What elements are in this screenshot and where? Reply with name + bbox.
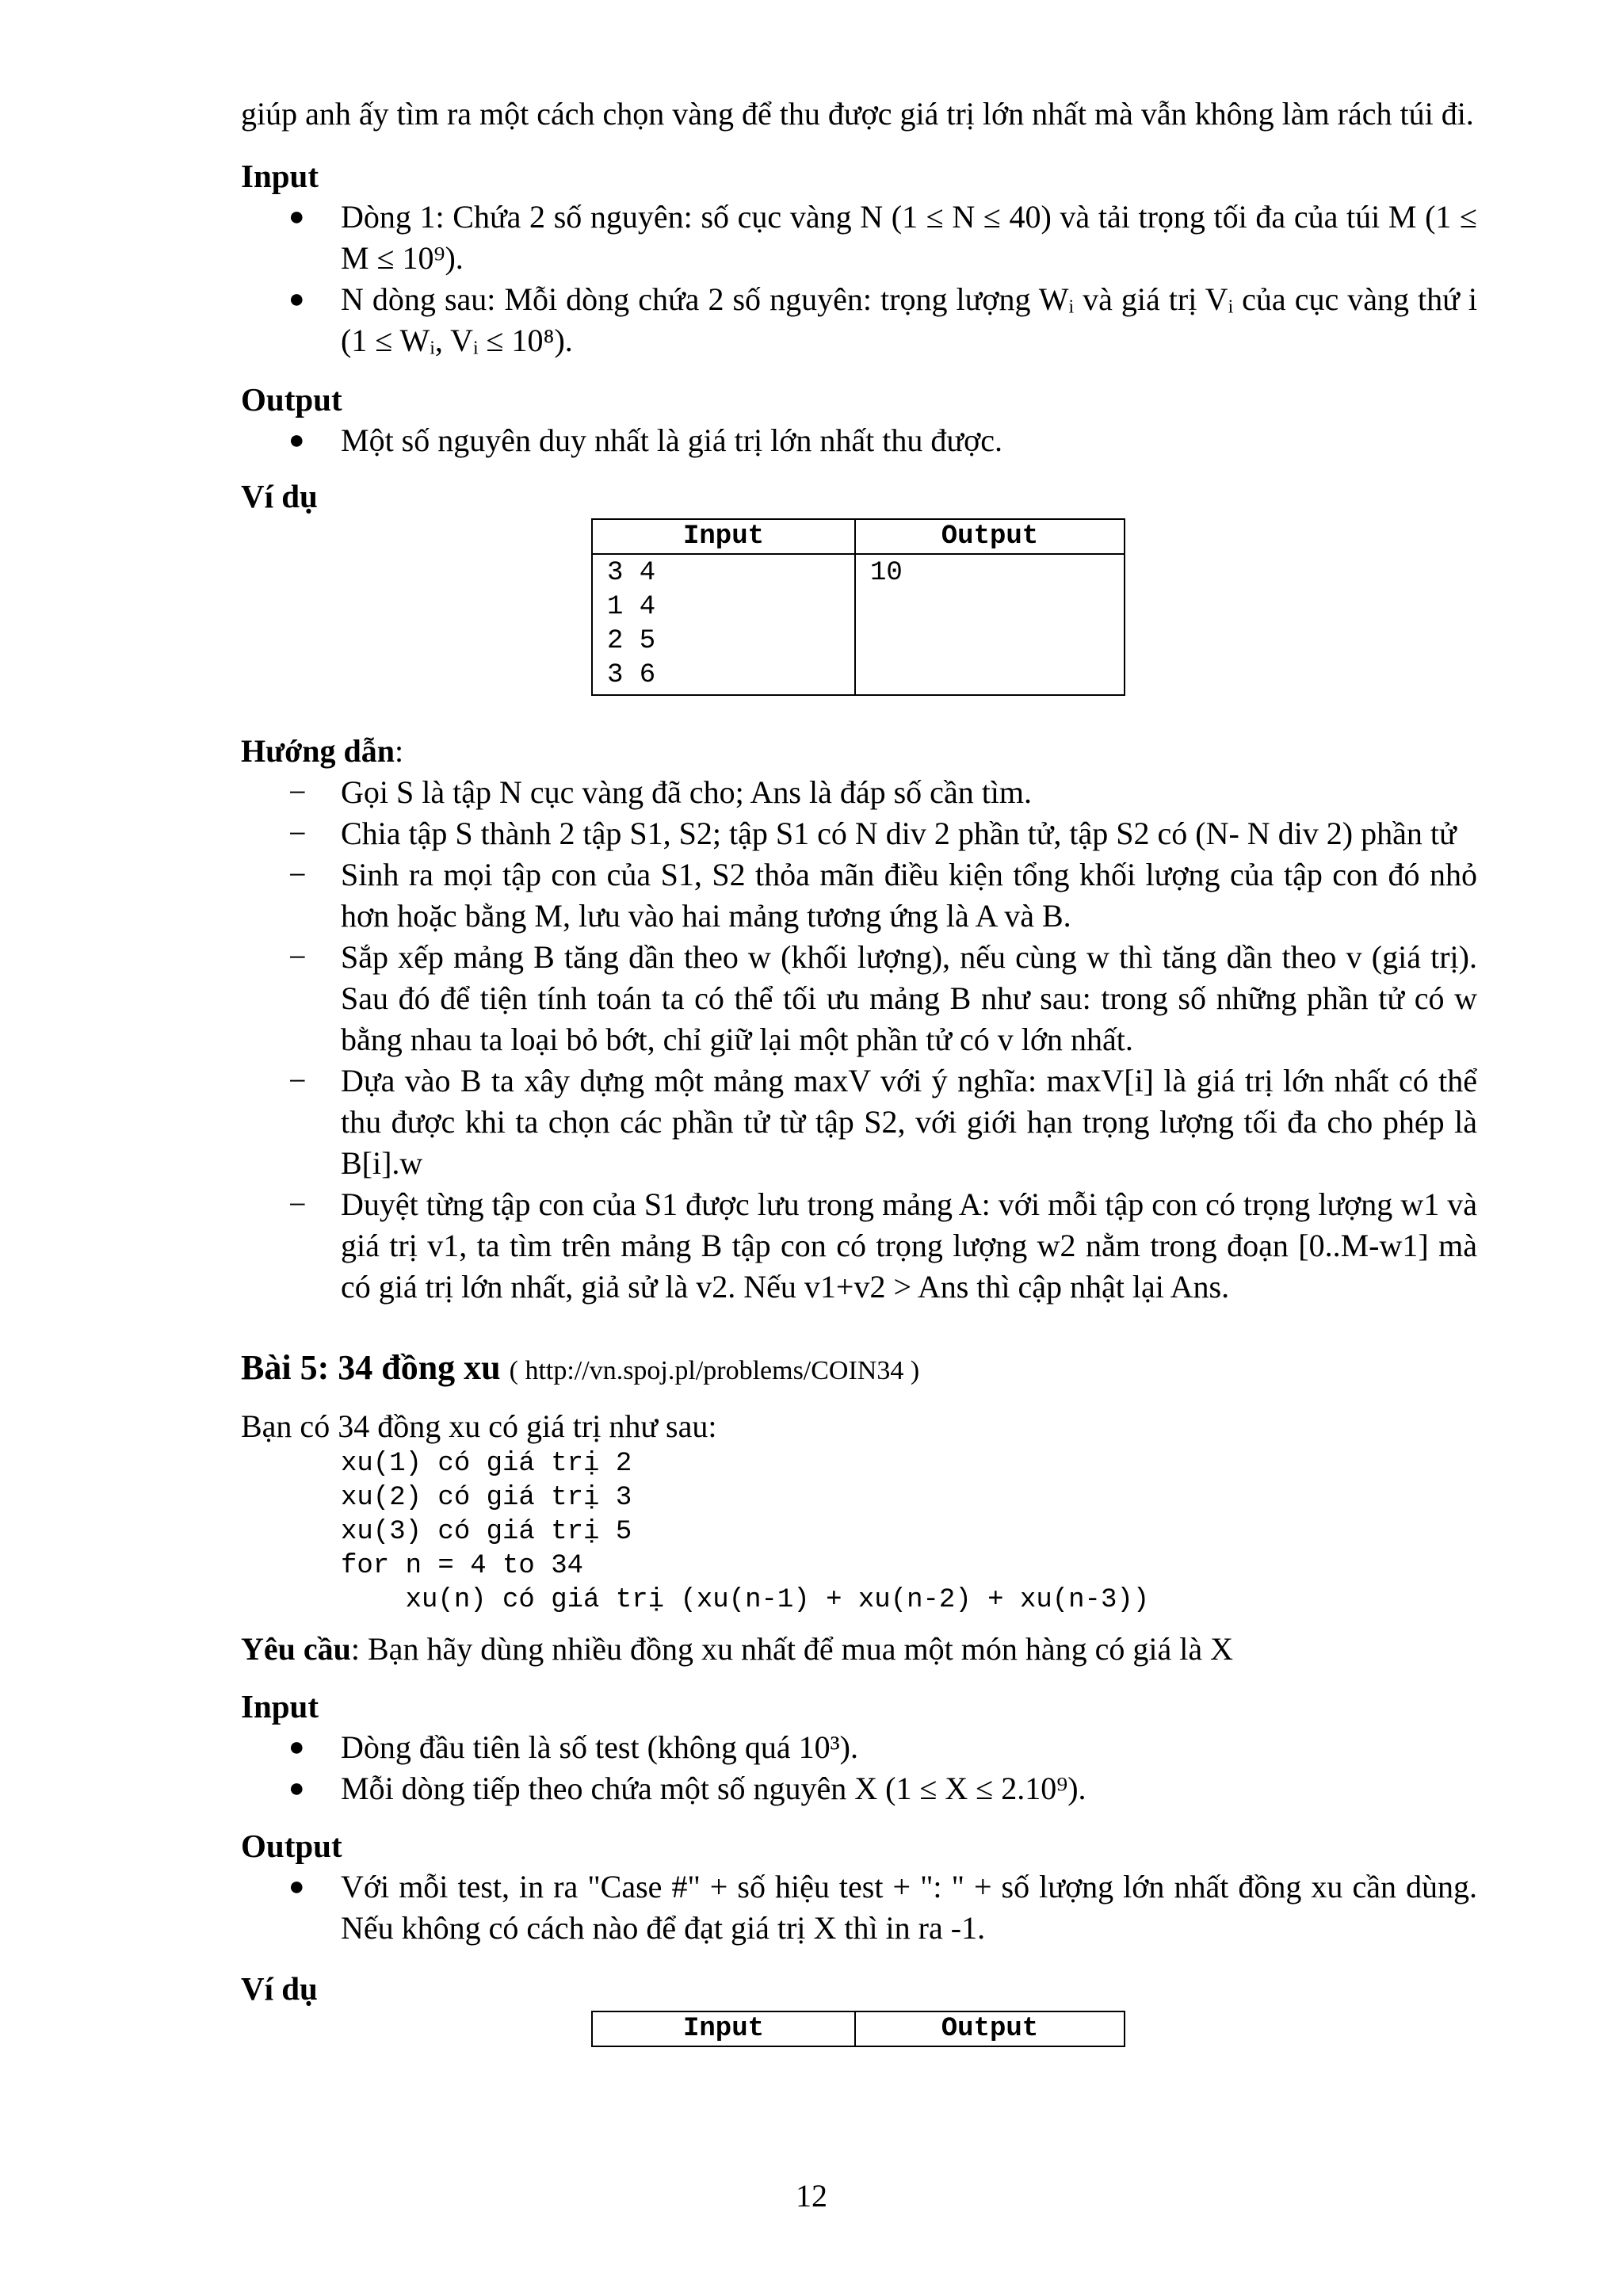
guide-heading-line: Hướng dẫn: [241,733,404,769]
bullet-icon: ● [288,1774,305,1803]
dash-icon: − [288,1186,307,1222]
input-list [241,197,1477,361]
bullet-icon: ● [288,285,305,314]
list-item [241,420,1477,461]
output-list [241,1866,1477,1949]
list-item: − Chia tập S thành 2 tập S1, S2; tập S1 có N div 2 phần tử, tập S2 có (N- N div 2) phần tử [241,813,1477,854]
example-table [591,518,1125,696]
list-item: − Gọi S là tập N cục vàng đã cho; Ans là đáp số cần tìm. [241,772,1477,813]
input-list [241,1727,1477,1809]
problem-title: Bài 5: 34 đồng xu [241,1348,501,1387]
list-item: − Duyệt từng tập con của S1 được lưu trong mảng A: với mỗi tập con có trọng lượng w1 và giá trị v1, ta tìm trên mảng B tập con có trọng lượng w2 nằm trong đoạn [0..M-w1] mà có giá trị lớn nhất, giả sử là v2. Nếu v1+v2 > Ans thì cập nhật lại Ans. [241,1184,1477,1308]
bullet-icon: ● [288,1872,305,1901]
table-header-output: Output [855,2011,1125,2046]
output-list [241,420,1477,461]
list-item: ● Mỗi dòng tiếp theo chứa một số nguyên X (1 ≤ X ≤ 2.10⁹). [241,1768,1477,1809]
dash-icon: − [288,774,307,810]
list-item [241,197,1477,279]
table-cell-input: 3 4 1 4 2 5 3 6 [592,554,855,695]
problem-title-line [241,1346,1477,1393]
requirement-text: : Bạn hãy dùng nhiều đồng xu nhất để mua một món hàng có giá là X [350,1631,1234,1667]
guide-list [241,772,1477,1308]
list-item: ● Với mỗi test, in ra "Case #" + số hiệu test + ": " + số lượng lớn nhất đồng xu cần dùng. Nếu không có cách nào để đạt giá trị X thì in ra -1. [241,1866,1477,1949]
table-cell-output: 10 [855,554,1125,695]
list-item: − Sắp xếp mảng B tăng dần theo w (khối lượng), nếu cùng w thì tăng dần theo v (giá trị). Sau đó để tiện tính toán ta có thể tối ưu mảng B như sau: trong số những phần tử có w bằng nhau ta loại bỏ bớt, chỉ giữ lại một phần tử có v lớn nhất. [241,937,1477,1060]
example-table [591,2011,1125,2047]
requirement-label: Yêu cầu [241,1631,351,1667]
dash-icon: − [288,1063,307,1098]
bullet-icon: ● [288,426,305,455]
output-heading: Output [241,381,342,418]
dash-icon: − [288,939,307,975]
page-content [241,94,1477,2047]
list-item [241,279,1477,361]
code-block: xu(1) có giá trị 2 xu(2) có giá trị 3 xu(3) có giá trị 5 for n = 4 to 34 xu(n) có giá trị (xu(n-1) + xu(n-2) + xu(n-3)) [341,1449,1150,1615]
list-item-text: Một số nguyên duy nhất là giá trị lớn nhất thu được. [341,422,1002,458]
dash-icon: − [288,857,307,892]
input-heading: Input [241,158,319,194]
dash-icon: − [288,816,307,851]
bullet-icon: ● [288,1733,305,1762]
problem-intro: Bạn có 34 đồng xu có giá trị như sau: [241,1408,717,1444]
page-number: 12 [796,2178,827,2214]
guide-heading: Hướng dẫn [241,733,395,769]
problem-link[interactable]: ( http://vn.spoj.pl/problems/COIN34 ) [509,1356,920,1385]
list-item: ● Dòng đầu tiên là số test (không quá 10³). [241,1727,1477,1768]
output-heading: Output [241,1828,342,1864]
list-item: − Dựa vào B ta xây dựng một mảng maxV với ý nghĩa: maxV[i] là giá trị lớn nhất có thể thu được khi ta chọn các phần tử từ tập S2, với giới hạn trọng lượng tối đa cho phép là B[i].w [241,1060,1477,1184]
bullet-icon: ● [288,202,305,231]
example-heading: Ví dụ [241,478,318,514]
table-header-output: Output [855,519,1125,554]
requirement-line [241,1629,1477,1670]
example-heading: Ví dụ [241,1970,318,2007]
list-item: − Sinh ra mọi tập con của S1, S2 thỏa mãn điều kiện tổng khối lượng của tập con đó nhỏ hơn hoặc bằng M, lưu vào hai mảng tương ứng là A và B. [241,854,1477,937]
list-item-text: N dòng sau: Mỗi dòng chứa 2 số nguyên: trọng lượng Wᵢ và giá trị Vᵢ của cục vàng thứ i (1 ≤ Wᵢ, Vᵢ ≤ 10⁸). [341,281,1477,358]
table-header-input: Input [592,519,855,554]
intro-text: giúp anh ấy tìm ra một cách chọn vàng để thu được giá trị lớn nhất mà vẫn không làm rách túi đi. [241,96,1474,132]
input-heading: Input [241,1688,319,1725]
list-item-text: Dòng 1: Chứa 2 số nguyên: số cục vàng N (1 ≤ N ≤ 40) và tải trọng tối đa của túi M (1 ≤ M ≤ 10⁹). [341,199,1477,276]
table-header-input: Input [592,2011,855,2046]
